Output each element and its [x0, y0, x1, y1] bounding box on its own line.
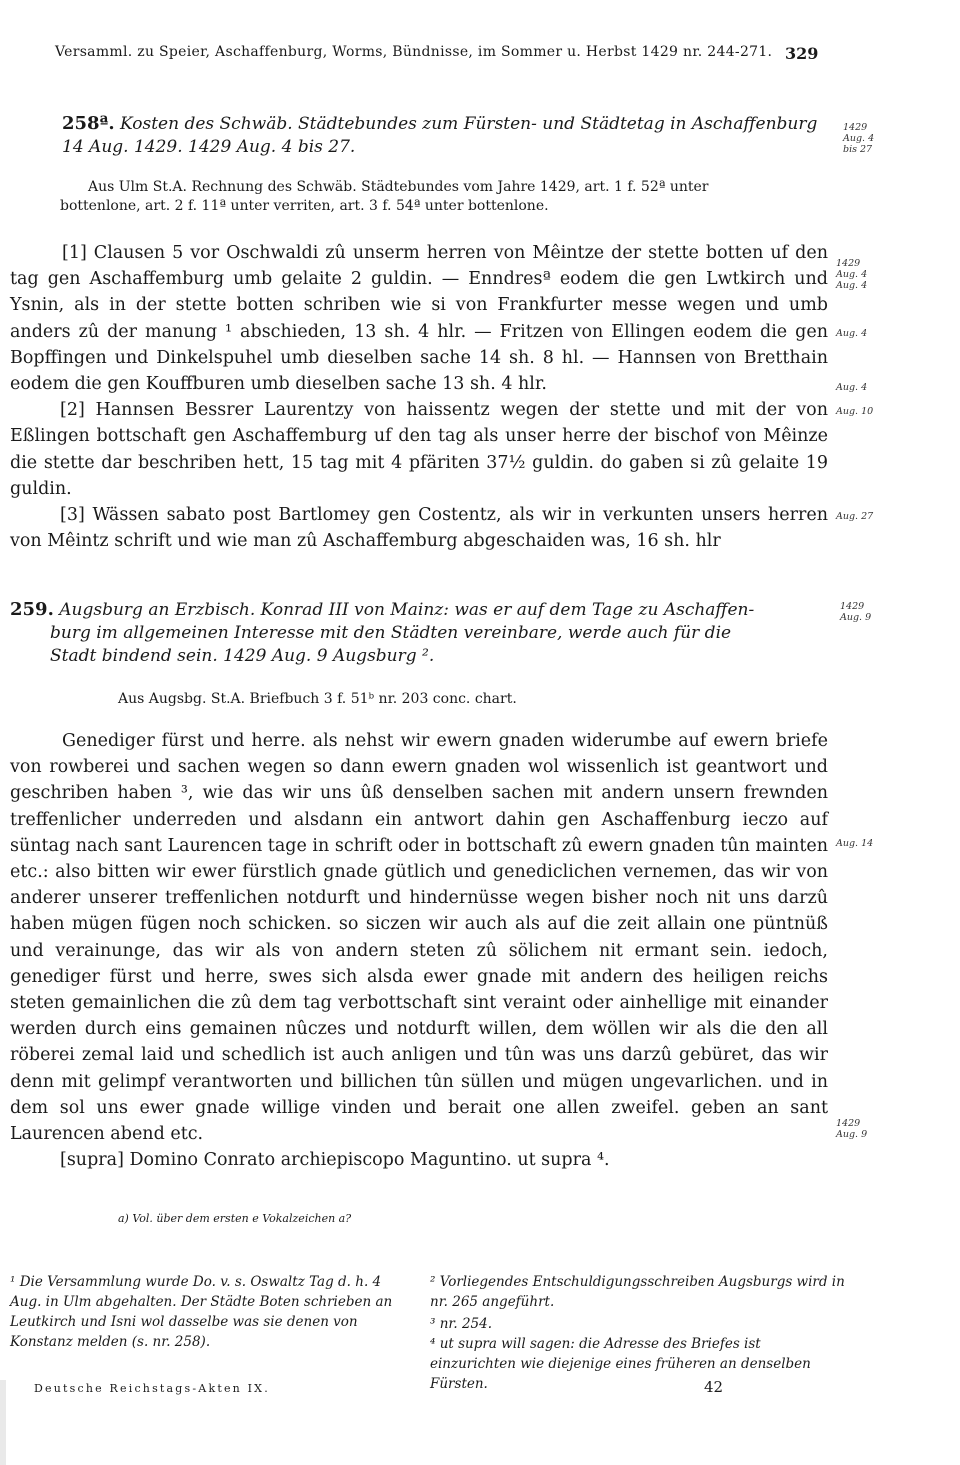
footnote-right-4: ⁴ ut supra will sagen: die Adresse des Briefes ist einzurichten wie diejenige eines früheren an denselben Fürsten. [430, 1336, 811, 1392]
footnote-right-2: ² Vorliegendes Entschuldigungsschreiben Augsburgs wird in nr. 265 angeführt. [430, 1274, 845, 1310]
margin-date: Aug. 4 [836, 328, 868, 339]
margin-date: Aug. 4 [836, 280, 868, 291]
sheet-number: 42 [704, 1378, 724, 1396]
doc259-title-line2: burg im allgemeinen Interesse mit den Städten vereinbare, werde auch für die [50, 623, 732, 643]
doc259-number: 259. [10, 599, 54, 620]
doc258-paragraph-3: [3] Wässen sabato post Bartlomey gen Costentz, als wir in verkunten unsers herren von Mêintz schrift und wie man zû Aschaffemburg abgeschaiden was, 16 sh. hlr [10, 505, 828, 552]
doc259-paragraph-1: Genediger fürst und herre. als nehst wir ewern gnaden widerumbe auf ewern briefe von rowberei und sachen wegen so dann ewern gnaden wol wissenlich ist geantwort und geschriben haben ³, wie das wir uns ûß denselben sachen mit andern unsern frewnden treffenlicher underreden und alsdann ein antwort dahin gen Aschaffenburg ieczo auf süntag nach sant Laurencen tage in schrift oder in bottschaft zû ewern gnaden tûn mainten etc.: also bitten wir ewer fürstlich gnade gütlich und genediclichen vernemen, das wir von anderer unserer treffenlichen notdurft und hindernüsse wegen bisher noch nit uns darzû haben mügen fügen noch schicken. so siczen wir auch als auf die zeit allain one püntnüß und verainunge, das wir als von andern steten zû sölichem nit ermant sein. iedoch, genediger fürst und herre, swes sich alsda ewer gnade mit andern des heiligen reichs steten gemainlichen die zû dem tag verbottschaft sint veraint oder ainhellige mit einander werden durch eins gemainen nûczes und notdurft willen, dem wöllen wir als die den all röberei zemal laid und schedlich ist auch anligen und tûn was uns darzû gebüret, das wir denn mit gelimpf verantworten und billichen tûn süllen und mügen ungevarlichen. und in dem sol uns ewer gnade willige vinden und berait one allen zweifel. geben an sant Laurencen abend etc. [10, 731, 828, 1145]
doc258-paragraph-2: [2] Hannsen Bessrer Laurentzy von haissentz wegen der stette und mit der von Eßlingen bottschaft gen Aschaffemburg uf den tag als unser herre der bischof von Mêinze die stette dar beschriben hett, 15 tag mit 4 pfäriten 37½ guldin. do gaben si zû gelaite 19 guldin. [10, 400, 828, 499]
margin-date: 1429 Aug. 9 [836, 1118, 868, 1140]
doc259-paragraph-2: [supra] Domino Conrato archiepiscopo Maguntino. ut supra ⁴. [60, 1150, 610, 1171]
doc259-title-line1: Augsburg an Erzbisch. Konrad III von Mainz: was er auf dem Tage zu Aschaffen- [59, 600, 755, 620]
page-number: 329 [785, 44, 819, 63]
series-footer: Deutsche Reichstags-Akten IX. [34, 1382, 270, 1395]
doc258-title-line1: Kosten des Schwäb. Städtebundes zum Fürsten- und Städtetag in Aschaffenburg [120, 114, 818, 134]
running-header: Versamml. zu Speier, Aschaffenburg, Worms, Bündnisse, im Sommer u. Herbst 1429 nr. 244-271. [55, 44, 773, 60]
margin-date: 1429 Aug. 9 [840, 601, 872, 623]
doc259-title-line3: Stadt bindend sein. 1429 Aug. 9 Augsburg ². [50, 646, 435, 666]
footnote-left: ¹ Die Versammlung wurde Do. v. s. Oswaltz Tag d. h. 4 Aug. in Ulm abgehalten. Der Städte Boten schrieben an Leutkirch und Isni wol dasselbe was sie denen von Konstanz melden (s. nr. 258). [10, 1274, 393, 1350]
doc258-source-line2: bottenlone, art. 2 f. 11ª unter verriten, art. 3 f. 54ª unter bottenlone. [60, 198, 549, 214]
doc258-heading [62, 112, 830, 159]
doc258-source [60, 178, 828, 216]
textual-footnote: a) Vol. über dem ersten e Vokalzeichen a? [118, 1212, 352, 1225]
doc258-number: 258ª. [62, 113, 115, 134]
margin-date: Aug. 10 [836, 406, 874, 417]
doc258-source-line1: Aus Ulm St.A. Rechnung des Schwäb. Städtebundes vom Jahre 1429, art. 1 f. 52ª unter [88, 179, 709, 195]
doc259-source: Aus Augsbg. St.A. Briefbuch 3 f. 51ᵇ nr. 203 conc. chart. [118, 691, 517, 707]
doc258-title-line2: 14 Aug. 1429. 1429 Aug. 4 bis 27. [62, 137, 356, 157]
margin-date: Aug. 4 [836, 382, 868, 393]
scan-edge [0, 1380, 6, 1465]
doc259-text [10, 728, 828, 1173]
margin-date: 1429 Aug. 4 bis 27 [843, 122, 875, 155]
margin-date: Aug. 27 [836, 511, 874, 522]
doc258-paragraph-1: [1] Clausen 5 vor Oschwaldi zû unserm herren von Mêintze der stette botten uf den tag gen Aschaffemburg umb gelaite 2 guldin. — Enndresª eodem die gen Lwtkirch und Ysnin, als in der stette botten schriben wie si von Frankfurter messe wegen und umb anders zû der manung ¹ abschieden, 13 sh. 4 hlr. — Fritzen von Ellingen eodem die gen Bopffingen und Dinkelspuhel umb dieselben sache 14 sh. 8 hl. — Hannsen von Bretthain eodem die gen Kouffburen umb dieselben sache 13 sh. 4 hlr. [10, 243, 828, 395]
doc258-text [10, 240, 828, 554]
doc259-heading [10, 598, 830, 668]
margin-date: 1429 Aug. 4 [836, 258, 868, 280]
footnote-right-3: ³ nr. 254. [430, 1316, 493, 1332]
margin-date: Aug. 14 [836, 838, 874, 849]
